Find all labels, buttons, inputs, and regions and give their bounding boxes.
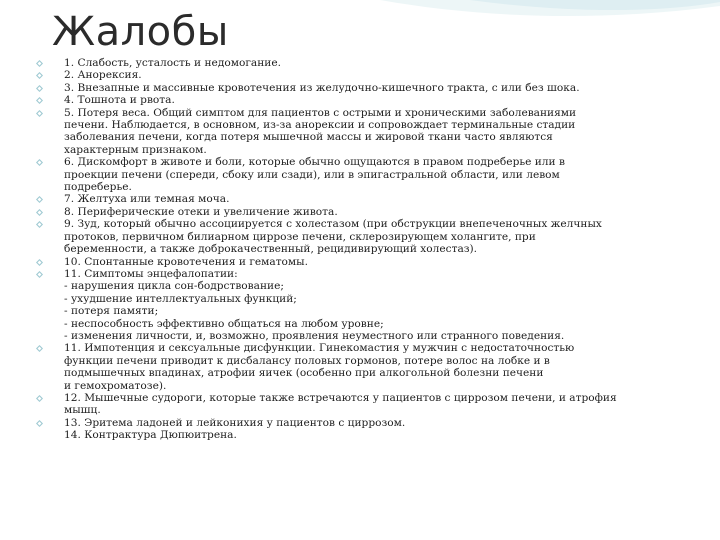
- slide-title: Жалобы: [52, 9, 229, 55]
- list-item-line: 8. Периферические отеки и увеличение живота.: [64, 205, 338, 218]
- list-item-line: 3. Внезапные и массивные кровотечения из желудочно-кишечного тракта, с или без шока.: [64, 81, 580, 94]
- list-item: [0, 417, 700, 442]
- list-item-line: 11. Симптомы энцефалопатии:: [64, 267, 238, 280]
- list-item-line: и гемохроматозе).: [64, 379, 167, 392]
- list-item-line: подреберье.: [64, 181, 132, 194]
- list-item-line: подмышечных впадинах, атрофии яичек (особенно при алкогольной болезни печени: [64, 367, 544, 380]
- bullet-icon: [36, 196, 43, 203]
- list-item: [0, 69, 700, 81]
- list-item-line: - ухудшение интеллектуальных функций;: [64, 292, 297, 305]
- list-item-line: 1. Слабость, усталость и недомогание.: [64, 57, 281, 69]
- bullet-icon: [36, 72, 43, 79]
- list-item-line: беременности, а также доброкачественный, рецидивирующий холестаз).: [64, 243, 478, 256]
- bullet-icon: [36, 97, 43, 104]
- bullet-icon: [36, 110, 43, 117]
- bullet-icon: [36, 420, 43, 427]
- list-item-line: 5. Потеря веса. Общий симптом для пациентов с острыми и хроническими заболеваниями: [64, 106, 577, 119]
- list-item-line: 9. Зуд, который обычно ассоциируется с холестазом (при обструкции внепеченочных желчных: [64, 218, 602, 231]
- list-item: [0, 342, 700, 392]
- list-item: [0, 206, 700, 218]
- list-item: [0, 57, 700, 69]
- list-item: [0, 268, 700, 342]
- list-item: [0, 256, 700, 268]
- bullet-icon: [36, 259, 43, 266]
- bullet-icon: [36, 221, 43, 228]
- list-item-line: - неспособность эффективно общаться на любом уровне;: [64, 317, 384, 330]
- list-item: [0, 218, 700, 255]
- list-item-line: заболевания печени, когда потеря мышечной массы и жировой ткани часто являются: [64, 131, 553, 144]
- bullet-icon: [36, 395, 43, 402]
- list-item: [0, 82, 700, 94]
- bullet-icon: [36, 345, 43, 352]
- list-item-line: - изменения личности, и, возможно, проявления неуместного или странного поведения.: [64, 329, 565, 342]
- bullet-icon: [36, 159, 43, 166]
- list-item-line: 7. Желтуха или темная моча.: [64, 193, 230, 206]
- list-item: [0, 156, 700, 193]
- list-item: [0, 94, 700, 106]
- list-item-line: протоков, первичном билиарном циррозе печени, склерозирующем холангите, при: [64, 230, 536, 243]
- list-item-line: - потеря памяти;: [64, 305, 159, 318]
- list-item-line: 2. Анорексия.: [64, 69, 142, 82]
- list-item: [0, 193, 700, 205]
- list-item-line: - нарушения цикла сон-бодрствование;: [64, 280, 284, 293]
- list-item-line: 13. Эритема ладоней и лейконихия у пациентов с циррозом.: [64, 416, 406, 429]
- list-item-line: проекции печени (спереди, сбоку или сзади), или в эпигастральной области, или левом: [64, 168, 560, 181]
- list-item-line: характерным признаком.: [64, 143, 207, 156]
- bullet-icon: [36, 271, 43, 278]
- list-item-line: 6. Дискомфорт в животе и боли, которые обычно ощущаются в правом подреберье или в: [64, 156, 565, 169]
- list-item-line: 11. Импотенция и сексуальные дисфункции. Гинекомастия у мужчин с недостаточностью: [64, 342, 575, 355]
- complaints-list: [0, 57, 700, 442]
- list-item: [0, 107, 700, 157]
- list-item-line: функции печени приводит к дисбалансу половых гормонов, потере волос на лобке и в: [64, 354, 550, 367]
- list-item-line: мышц.: [64, 404, 101, 417]
- list-item-line: печени. Наблюдается, в основном, из-за анорексии и сопровождает терминальные стадии: [64, 119, 576, 132]
- list-item-line: 12. Мышечные судороги, которые также встречаются у пациентов с циррозом печени, и атрофия: [64, 391, 617, 404]
- bullet-icon: [36, 209, 43, 216]
- list-item-line: 14. Контрактура Дюпюитрена.: [64, 429, 237, 442]
- list-item-line: 10. Спонтанные кровотечения и гематомы.: [64, 255, 308, 268]
- bullet-icon: [36, 85, 43, 92]
- bullet-icon: [36, 60, 43, 67]
- list-item: [0, 392, 700, 417]
- list-item-line: 4. Тошнота и рвота.: [64, 94, 175, 107]
